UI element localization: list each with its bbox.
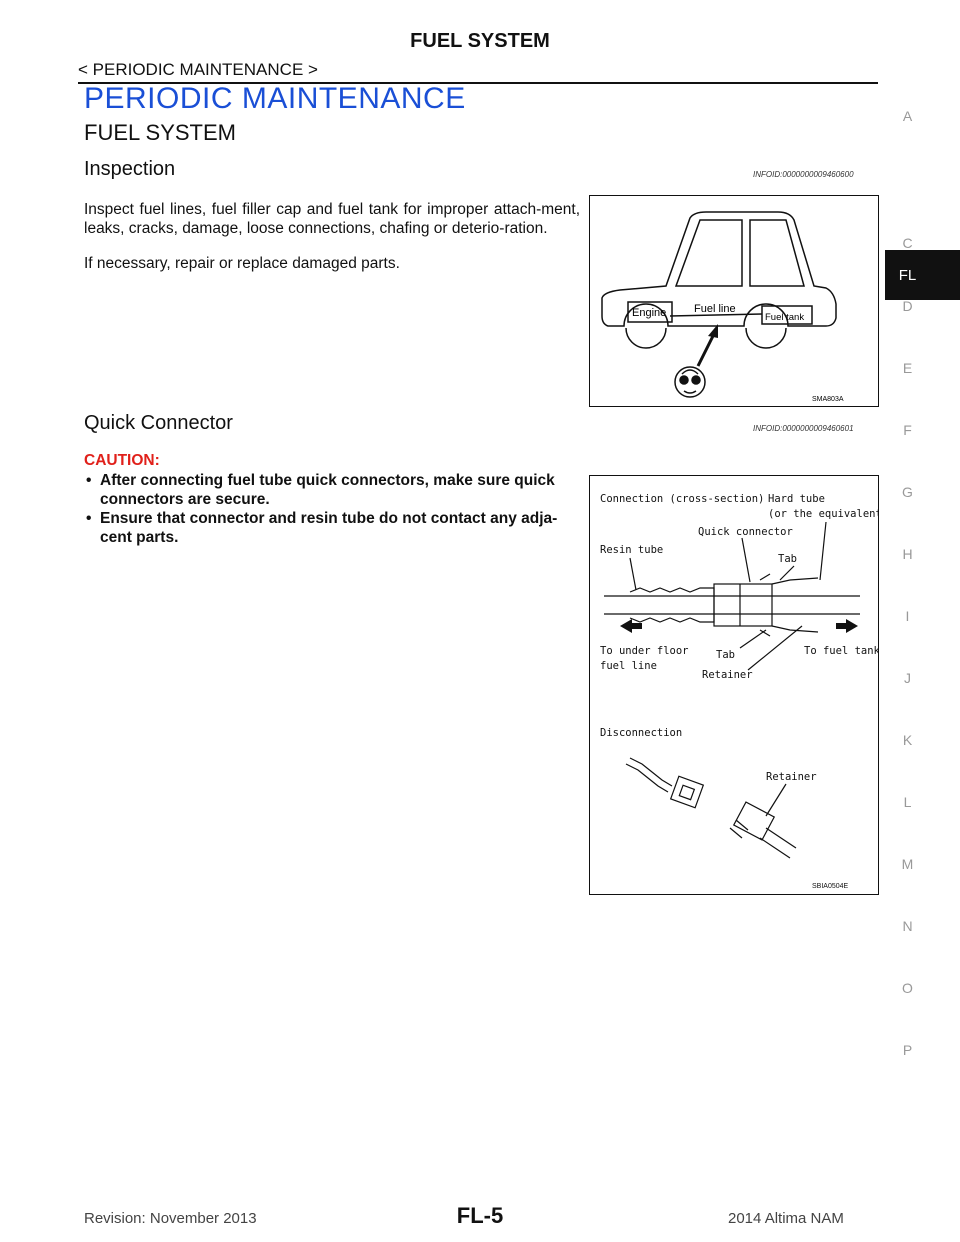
section-subtitle: FUEL SYSTEM bbox=[84, 120, 236, 145]
label-tab-bottom: Tab bbox=[716, 649, 735, 661]
quick-connector-infoid: INFOID:0000000009460601 bbox=[753, 424, 854, 433]
caution-bullet-1-text: After connecting fuel tube quick connectors, make sure quick connectors are secure. bbox=[100, 472, 555, 508]
side-index bbox=[885, 100, 960, 1080]
side-index-p[interactable]: P bbox=[902, 1042, 913, 1058]
quick-connector-diagram bbox=[590, 476, 878, 894]
side-index-o[interactable]: O bbox=[902, 980, 913, 996]
label-tab-top: Tab bbox=[778, 553, 797, 565]
side-index-m[interactable]: M bbox=[901, 856, 914, 872]
side-index-k[interactable]: K bbox=[902, 732, 913, 748]
inspection-paragraph: Inspect fuel lines, fuel filler cap and fuel tank for improper attach-ment, leaks, cracks, damage, loose connections, chafing or deterio-ration. bbox=[84, 201, 580, 237]
inspection-repair-note: If necessary, repair or replace damaged parts. bbox=[84, 255, 400, 272]
section-title: PERIODIC MAINTENANCE bbox=[84, 82, 466, 115]
side-index-l[interactable]: L bbox=[903, 794, 912, 810]
label-fuel-tank: Fuel tank bbox=[765, 312, 805, 323]
figure-code-sbia0504e: SBIA0504E bbox=[812, 883, 849, 890]
label-retainer-2: Retainer bbox=[766, 771, 817, 783]
caution-bullet-2-text: Ensure that connector and resin tube do not contact any adja-cent parts. bbox=[100, 510, 558, 546]
label-quick-connector: Quick connector bbox=[698, 526, 793, 538]
figure-car-fuel-line bbox=[589, 195, 879, 407]
label-to-under-floor: To under floor bbox=[600, 645, 689, 657]
bullet-dot: • bbox=[86, 510, 92, 527]
side-index-c[interactable]: C bbox=[902, 235, 913, 251]
footer-revision: Revision: November 2013 bbox=[84, 1210, 257, 1227]
figure-quick-connector bbox=[589, 475, 879, 895]
bullet-dot: • bbox=[86, 472, 92, 489]
side-index-d[interactable]: D bbox=[902, 298, 913, 314]
label-engine: Engine bbox=[632, 307, 667, 319]
inspection-infoid: INFOID:0000000009460600 bbox=[753, 170, 854, 179]
label-hard-tube-equivalent: (or the equivalent) bbox=[768, 508, 878, 520]
side-index-a[interactable]: A bbox=[902, 108, 913, 124]
label-to-fuel-tank: To fuel tank bbox=[804, 645, 878, 657]
footer-page-number: FL-5 bbox=[456, 1203, 504, 1228]
label-resin-tube: Resin tube bbox=[600, 544, 664, 556]
car-diagram bbox=[590, 196, 878, 406]
label-retainer: Retainer bbox=[702, 669, 753, 681]
side-index-f[interactable]: F bbox=[903, 422, 912, 438]
side-index-fl-active[interactable]: FL bbox=[885, 250, 960, 300]
label-disconnection: Disconnection bbox=[600, 727, 683, 739]
label-fuel-line: fuel line bbox=[600, 660, 657, 672]
figure-code-sma803a: SMA803A bbox=[812, 396, 844, 403]
inspection-heading: Inspection bbox=[84, 158, 176, 180]
header-subtitle: < PERIODIC MAINTENANCE > bbox=[78, 60, 318, 79]
caution-label: CAUTION: bbox=[84, 452, 160, 469]
header-title: FUEL SYSTEM bbox=[410, 30, 550, 52]
label-fuel-line: Fuel line bbox=[694, 303, 736, 315]
side-index-n[interactable]: N bbox=[902, 918, 913, 934]
side-index-j[interactable]: J bbox=[904, 670, 911, 686]
label-hard-tube: Hard tube bbox=[768, 493, 825, 505]
side-index-g[interactable]: G bbox=[902, 484, 913, 500]
label-connection: Connection (cross-section) bbox=[600, 493, 765, 505]
side-index-e[interactable]: E bbox=[902, 360, 913, 376]
caution-bullet-1 bbox=[84, 471, 580, 509]
side-index-h[interactable]: H bbox=[902, 546, 913, 562]
side-index-i[interactable]: I bbox=[905, 608, 910, 624]
quick-connector-heading: Quick Connector bbox=[84, 412, 233, 434]
caution-bullet-2 bbox=[84, 509, 580, 547]
footer-model: 2014 Altima NAM bbox=[728, 1210, 844, 1227]
